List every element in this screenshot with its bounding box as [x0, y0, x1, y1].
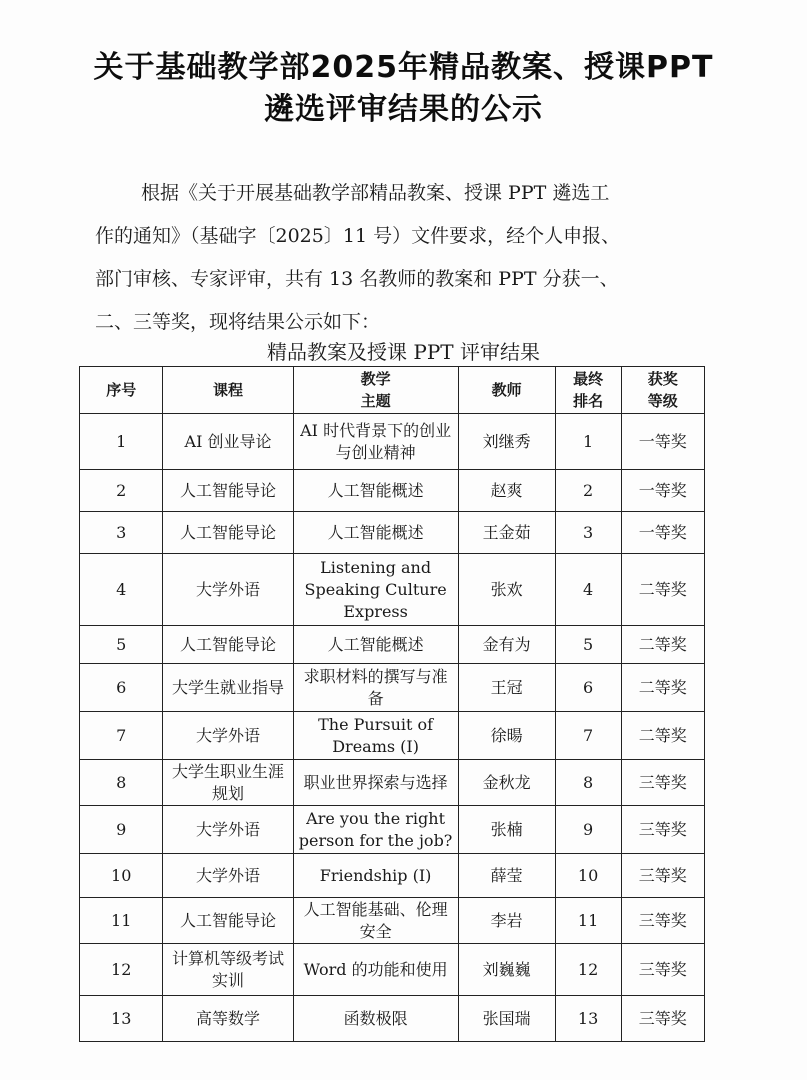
cell-rank: 11 — [555, 898, 621, 944]
header-rank-text: 最终 — [573, 370, 604, 388]
cell-teacher: 金有为 — [458, 626, 555, 664]
cell-award: 一等奖 — [621, 414, 704, 470]
table-caption: 精品教案及授课 PPT 评审结果 — [267, 340, 540, 364]
cell-topic: 人工智能概述 — [293, 626, 458, 664]
header-topic — [293, 367, 458, 414]
cell-rank: 1 — [555, 414, 621, 470]
cell-award: 一等奖 — [621, 512, 704, 554]
table-row — [80, 898, 705, 944]
cell-award: 二等奖 — [621, 554, 704, 626]
table-row — [80, 854, 705, 898]
cell-teacher: 王冠 — [458, 664, 555, 712]
cell-award: 三等奖 — [621, 760, 704, 806]
cell-teacher: 金秋龙 — [458, 760, 555, 806]
document-title-line-1: 关于基础教学部2025年精品教案、授课PPT — [93, 50, 714, 85]
table-row — [80, 626, 705, 664]
header-award — [621, 367, 704, 414]
header-course — [163, 367, 293, 414]
cell-rank: 8 — [555, 760, 621, 806]
cell-teacher: 刘继秀 — [458, 414, 555, 470]
cell-no: 5 — [80, 626, 163, 664]
table-row — [80, 944, 705, 996]
table-row — [80, 414, 705, 470]
table-row — [80, 470, 705, 512]
cell-no: 9 — [80, 806, 163, 854]
header-rank — [555, 367, 621, 414]
cell-course: 人工智能导论 — [163, 512, 293, 554]
cell-no: 11 — [80, 898, 163, 944]
cell-rank: 10 — [555, 854, 621, 898]
cell-course: 大学外语 — [163, 806, 293, 854]
cell-course: 人工智能导论 — [163, 626, 293, 664]
header-topic-text: 教学 — [360, 370, 391, 388]
cell-no: 4 — [80, 554, 163, 626]
cell-topic: Are you the right person for the job? — [293, 806, 458, 854]
cell-award: 三等奖 — [621, 898, 704, 944]
cell-topic: Friendship (I) — [293, 854, 458, 898]
cell-rank: 3 — [555, 512, 621, 554]
cell-course: 人工智能导论 — [163, 470, 293, 512]
cell-award: 一等奖 — [621, 470, 704, 512]
cell-no: 3 — [80, 512, 163, 554]
table-row — [80, 806, 705, 854]
cell-course: 大学外语 — [163, 854, 293, 898]
cell-teacher: 徐暘 — [458, 712, 555, 760]
header-teacher — [458, 367, 555, 414]
cell-teacher: 王金茹 — [458, 512, 555, 554]
paragraph-line-4: 二、三等奖，现将结果公示如下： — [95, 311, 381, 333]
cell-topic: 求职材料的撰写与准备 — [293, 664, 458, 712]
cell-course: 大学外语 — [163, 554, 293, 626]
results-table — [79, 366, 705, 1042]
table-row — [80, 760, 705, 806]
cell-teacher: 张欢 — [458, 554, 555, 626]
cell-no: 6 — [80, 664, 163, 712]
table-row — [80, 996, 705, 1042]
cell-rank: 13 — [555, 996, 621, 1042]
cell-rank: 2 — [555, 470, 621, 512]
announcement-paragraph — [95, 172, 735, 344]
cell-teacher: 薛莹 — [458, 854, 555, 898]
cell-topic: Listening and Speaking Culture Express — [293, 554, 458, 626]
cell-teacher: 赵爽 — [458, 470, 555, 512]
cell-topic: 人工智能基础、伦理安全 — [293, 898, 458, 944]
cell-award: 二等奖 — [621, 712, 704, 760]
cell-teacher: 李岩 — [458, 898, 555, 944]
cell-rank: 9 — [555, 806, 621, 854]
header-award-text: 等级 — [647, 392, 678, 410]
cell-course: 高等数学 — [163, 996, 293, 1042]
header-topic-text: 主题 — [360, 392, 391, 410]
cell-teacher: 刘巍巍 — [458, 944, 555, 996]
paragraph-line-2: 作的通知》（基础字〔2025〕11 号）文件要求，经个人申报、 — [95, 225, 621, 247]
cell-award: 二等奖 — [621, 664, 704, 712]
cell-teacher: 张国瑞 — [458, 996, 555, 1042]
cell-no: 10 — [80, 854, 163, 898]
cell-course: 大学生职业生涯规划 — [163, 760, 293, 806]
cell-course: 大学外语 — [163, 712, 293, 760]
header-course-text: 课程 — [213, 381, 244, 399]
cell-rank: 4 — [555, 554, 621, 626]
cell-course: 人工智能导论 — [163, 898, 293, 944]
cell-topic: 人工智能概述 — [293, 470, 458, 512]
table-row — [80, 512, 705, 554]
cell-award: 三等奖 — [621, 806, 704, 854]
cell-award: 三等奖 — [621, 944, 704, 996]
cell-course: 大学生就业指导 — [163, 664, 293, 712]
cell-topic: 人工智能概述 — [293, 512, 458, 554]
cell-topic: Word 的功能和使用 — [293, 944, 458, 996]
paragraph-line-1: 根据《关于开展基础教学部精品教案、授课 PPT 遴选工 — [141, 182, 610, 204]
table-row — [80, 712, 705, 760]
cell-no: 2 — [80, 470, 163, 512]
paragraph-line-3: 部门审核、专家评审，共有 13 名教师的教案和 PPT 分获一、 — [95, 268, 619, 290]
cell-course: 计算机等级考试实训 — [163, 944, 293, 996]
cell-no: 8 — [80, 760, 163, 806]
table-body — [80, 414, 705, 1042]
cell-award: 三等奖 — [621, 854, 704, 898]
cell-no: 12 — [80, 944, 163, 996]
cell-rank: 12 — [555, 944, 621, 996]
document-title-line-2: 遴选评审结果的公示 — [264, 92, 543, 127]
cell-course: AI 创业导论 — [163, 414, 293, 470]
table-header-row — [80, 367, 705, 414]
cell-rank: 7 — [555, 712, 621, 760]
cell-topic: 函数极限 — [293, 996, 458, 1042]
cell-topic: AI 时代背景下的创业与创业精神 — [293, 414, 458, 470]
cell-award: 三等奖 — [621, 996, 704, 1042]
header-no — [80, 367, 163, 414]
cell-no: 13 — [80, 996, 163, 1042]
table-row — [80, 554, 705, 626]
cell-teacher: 张楠 — [458, 806, 555, 854]
header-award-text: 获奖 — [647, 370, 678, 388]
cell-no: 7 — [80, 712, 163, 760]
cell-topic: 职业世界探索与选择 — [293, 760, 458, 806]
header-rank-text: 排名 — [573, 392, 604, 410]
header-no-text: 序号 — [106, 381, 137, 399]
cell-no: 1 — [80, 414, 163, 470]
cell-award: 二等奖 — [621, 626, 704, 664]
cell-rank: 5 — [555, 626, 621, 664]
cell-topic: The Pursuit of Dreams (I) — [293, 712, 458, 760]
header-teacher-text: 教师 — [491, 381, 522, 399]
cell-rank: 6 — [555, 664, 621, 712]
table-row — [80, 664, 705, 712]
